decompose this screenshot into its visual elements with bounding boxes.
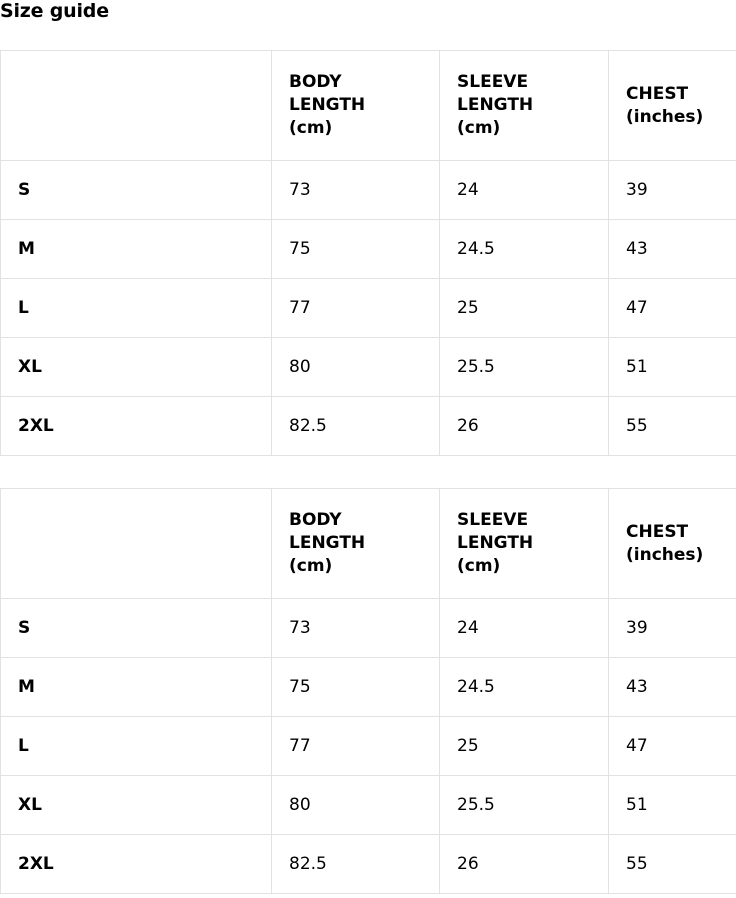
body-length-value: 82.5 (272, 835, 440, 894)
table-2-col-body-length: BODY LENGTH (cm) (272, 489, 440, 599)
size-table-1 (0, 50, 736, 456)
sleeve-length-value: 26 (440, 397, 609, 456)
sleeve-length-value: 24 (440, 599, 609, 658)
chest-value: 39 (609, 161, 736, 220)
table-1-row-xl (1, 338, 736, 397)
sleeve-length-value: 25.5 (440, 338, 609, 397)
table-2-row-m (1, 658, 736, 717)
size-table-2 (0, 488, 736, 894)
table-1-corner-cell (1, 51, 272, 161)
size-label: XL (1, 776, 272, 835)
size-label: XL (1, 338, 272, 397)
sleeve-length-value: 25 (440, 717, 609, 776)
sleeve-length-value: 26 (440, 835, 609, 894)
table-2-row-2xl (1, 835, 736, 894)
size-label: L (1, 279, 272, 338)
sleeve-length-value: 25.5 (440, 776, 609, 835)
chest-value: 55 (609, 835, 736, 894)
table-2-col-chest: CHEST (inches) (609, 489, 736, 599)
table-2-row-s (1, 599, 736, 658)
table-1-row-l (1, 279, 736, 338)
table-1-header-row (1, 51, 736, 161)
table-1-row-m (1, 220, 736, 279)
table-1-row-s (1, 161, 736, 220)
table-1-row-2xl (1, 397, 736, 456)
table-1-col-chest: CHEST (inches) (609, 51, 736, 161)
chest-value: 43 (609, 220, 736, 279)
chest-value: 51 (609, 776, 736, 835)
size-label: S (1, 161, 272, 220)
chest-value: 39 (609, 599, 736, 658)
size-label: 2XL (1, 397, 272, 456)
chest-value: 47 (609, 279, 736, 338)
table-1-col-sleeve-length: SLEEVE LENGTH (cm) (440, 51, 609, 161)
body-length-value: 82.5 (272, 397, 440, 456)
chest-value: 43 (609, 658, 736, 717)
table-2-header-row (1, 489, 736, 599)
sleeve-length-value: 24 (440, 161, 609, 220)
table-2-row-l (1, 717, 736, 776)
body-length-value: 73 (272, 161, 440, 220)
body-length-value: 80 (272, 776, 440, 835)
chest-value: 51 (609, 338, 736, 397)
table-2-row-xl (1, 776, 736, 835)
page-title: Size guide (0, 0, 109, 22)
body-length-value: 75 (272, 220, 440, 279)
table-2-corner-cell (1, 489, 272, 599)
body-length-value: 75 (272, 658, 440, 717)
sleeve-length-value: 24.5 (440, 658, 609, 717)
chest-value: 55 (609, 397, 736, 456)
size-label: M (1, 658, 272, 717)
size-label: 2XL (1, 835, 272, 894)
sleeve-length-value: 24.5 (440, 220, 609, 279)
body-length-value: 77 (272, 717, 440, 776)
table-2-col-sleeve-length: SLEEVE LENGTH (cm) (440, 489, 609, 599)
size-label: S (1, 599, 272, 658)
body-length-value: 77 (272, 279, 440, 338)
table-1-col-body-length: BODY LENGTH (cm) (272, 51, 440, 161)
chest-value: 47 (609, 717, 736, 776)
size-label: L (1, 717, 272, 776)
body-length-value: 80 (272, 338, 440, 397)
body-length-value: 73 (272, 599, 440, 658)
sleeve-length-value: 25 (440, 279, 609, 338)
size-label: M (1, 220, 272, 279)
